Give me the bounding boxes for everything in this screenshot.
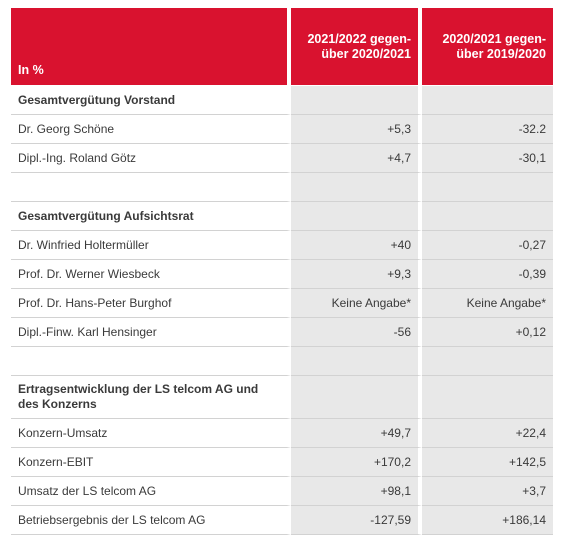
header-unit-label: In % <box>11 8 291 86</box>
row-label: Umsatz der LS telcom AG <box>11 477 291 506</box>
header-column-1: 2021/2022 gegen- über 2020/2021 <box>291 8 422 86</box>
table-row <box>11 144 553 173</box>
row-label: Betriebsergebnis der LS telcom AG <box>11 506 291 535</box>
section-heading <box>11 202 553 231</box>
row-value-2: -0,27 <box>422 231 553 260</box>
table-row <box>11 477 553 506</box>
row-value-1: +49,7 <box>291 419 422 448</box>
row-value-1: +9,3 <box>291 260 422 289</box>
section-title: Gesamtvergütung Vorstand <box>11 86 291 115</box>
row-value-1: +98,1 <box>291 477 422 506</box>
table-row <box>11 506 553 535</box>
row-value-1: +170,2 <box>291 448 422 477</box>
table-row <box>11 448 553 477</box>
header-column-2: 2020/2021 gegen- über 2019/2020 <box>422 8 553 86</box>
row-value-2: +22,4 <box>422 419 553 448</box>
table-row <box>11 231 553 260</box>
row-label: Dr. Winfried Holtermüller <box>11 231 291 260</box>
row-value-1: -56 <box>291 318 422 347</box>
remuneration-table <box>11 8 553 535</box>
row-value-1: +40 <box>291 231 422 260</box>
table-row <box>11 318 553 347</box>
spacer-row <box>11 347 553 376</box>
table-row <box>11 289 553 318</box>
row-value-1: +4,7 <box>291 144 422 173</box>
row-label: Dipl.-Ing. Roland Götz <box>11 144 291 173</box>
table-header <box>11 8 553 86</box>
row-value-2: -0,39 <box>422 260 553 289</box>
table-row <box>11 115 553 144</box>
row-value-2: Keine Angabe* <box>422 289 553 318</box>
section-title: Gesamtvergütung Aufsichtsrat <box>11 202 291 231</box>
row-value-1: +5,3 <box>291 115 422 144</box>
row-label: Prof. Dr. Werner Wiesbeck <box>11 260 291 289</box>
row-label: Prof. Dr. Hans-Peter Burghof <box>11 289 291 318</box>
row-value-2: -32.2 <box>422 115 553 144</box>
table-row <box>11 260 553 289</box>
row-value-1: -127,59 <box>291 506 422 535</box>
row-value-2: +142,5 <box>422 448 553 477</box>
section-heading <box>11 376 553 419</box>
row-value-2: +186,14 <box>422 506 553 535</box>
row-label: Dipl.-Finw. Karl Hensinger <box>11 318 291 347</box>
section-title: Ertragsentwicklung der LS telcom AG und des Konzerns <box>11 376 291 419</box>
row-value-1: Keine Angabe* <box>291 289 422 318</box>
spacer-row <box>11 173 553 202</box>
row-value-2: -30,1 <box>422 144 553 173</box>
row-value-2: +0,12 <box>422 318 553 347</box>
row-label: Dr. Georg Schöne <box>11 115 291 144</box>
section-heading <box>11 86 553 115</box>
table-row <box>11 419 553 448</box>
row-label: Konzern-Umsatz <box>11 419 291 448</box>
row-label: Konzern-EBIT <box>11 448 291 477</box>
row-value-2: +3,7 <box>422 477 553 506</box>
